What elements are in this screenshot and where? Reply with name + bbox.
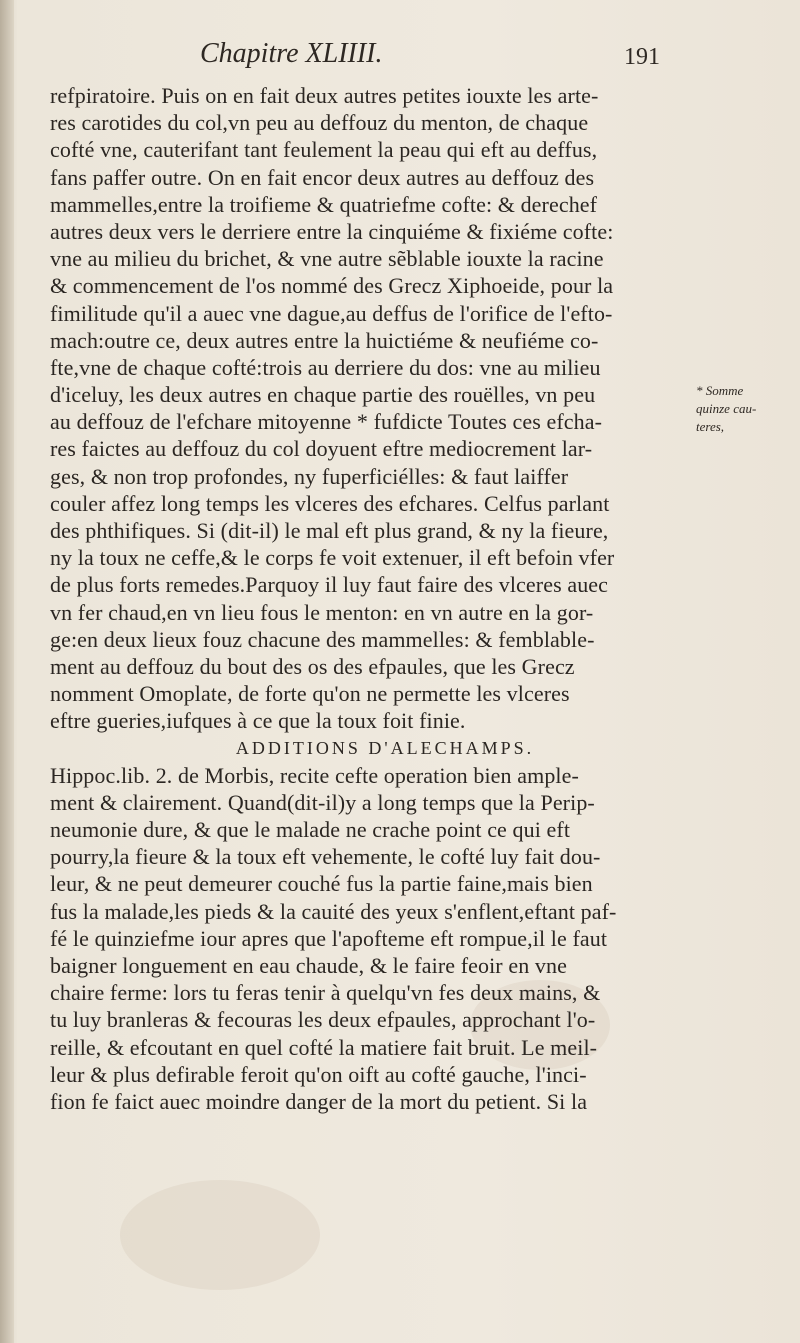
text-line: fé le quinziefme iour apres que l'apofteme eft rompue,il le faut xyxy=(50,925,608,951)
main-text xyxy=(50,82,660,1115)
text-line: cofté vne, cauterifant tant feulement la peau qui eft au deffus, xyxy=(50,137,598,163)
page-number: 191 xyxy=(624,44,660,70)
text-line: & commencement de l'os nommé des Grecz Xiphoeide, pour la xyxy=(50,273,614,299)
text-line: des phthifiques. Si (dit-il) le mal eft plus grand, & ny la fieure, xyxy=(50,518,609,543)
text-line: res carotides du col,vn peu au deffouz du menton, de chaque xyxy=(50,110,589,136)
marginal-note-line: * Somme xyxy=(696,383,744,398)
text-line: reille, & efcoutant en quel cofté la matiere fait bruit. Le meil- xyxy=(50,1034,598,1060)
running-head: Chapitre XLIIII. xyxy=(200,38,383,69)
text-line: res faictes au deffouz du col doyuent eftre mediocrement lar- xyxy=(50,436,593,462)
text-line: fimilitude qu'il a auec vne dague,au deffus de l'orifice de l'efto- xyxy=(50,300,613,326)
text-line: vn fer chaud,en vn lieu fous le menton: en vn autre en la gor- xyxy=(50,599,594,625)
text-line: fte,vne de chaque cofté:trois au derriere du dos: vne au milieu xyxy=(50,354,601,380)
text-line: Hippoc.lib. 2. de Morbis, recite cefte operation bien ample- xyxy=(50,762,579,788)
text-line: couler affez long temps les vlceres des efchares. Celfus parlant xyxy=(50,490,610,516)
text-line: au deffouz de l'efchare mitoyenne * fufdicte Toutes ces efcha- xyxy=(50,409,603,435)
text-line: d'iceluy, les deux autres en chaque partie des rouëlles, vn peu xyxy=(50,382,596,408)
page-header xyxy=(200,38,660,74)
text-line: fus la malade,les pieds & la cauité des yeux s'enflent,eftant paf- xyxy=(50,898,617,924)
text-line: leur, & ne peut demeurer couché fus la partie faine,mais bien xyxy=(50,871,593,897)
text-line: mammelles,entre la troifieme & quatriefme cofte: & derechef xyxy=(50,191,598,217)
text-line: tu luy branleras & fecouras les deux efpaules, approchant l'o- xyxy=(50,1007,596,1033)
text-line: ment & clairement. Quand(dit-il)y a long temps que la Perip- xyxy=(50,789,595,815)
marginal-note-line: teres, xyxy=(696,419,725,434)
paper-stain xyxy=(120,1180,320,1290)
text-line: fion fe faict auec moindre danger de la mort du petient. Si la xyxy=(50,1088,588,1114)
text-line: autres deux vers le derriere entre la cinquiéme & fixiéme cofte: xyxy=(50,218,614,244)
text-line: chaire ferme: lors tu feras tenir à quelqu'vn fes deux mains, & xyxy=(50,980,601,1006)
page-gutter xyxy=(0,0,14,1343)
text-line: de plus forts remedes.Parquoy il luy faut faire des vlceres auec xyxy=(50,572,609,598)
text-line: mach:outre ce, deux autres entre la huictiéme & neufiéme co- xyxy=(50,327,599,353)
text-line: refpiratoire. Puis on en fait deux autres petites iouxte les arte- xyxy=(50,83,599,108)
text-line: pourry,la fieure & la toux eft vehemente, le cofté luy fait dou- xyxy=(50,844,601,870)
text-line: ment au deffouz du bout des os des efpaules, que les Grecz xyxy=(50,653,575,679)
text-line: baigner longuement en eau chaude, & le faire feoir en vne xyxy=(50,953,567,978)
text-line: ny la toux ne ceffe,& le corps fe voit extenuer, il eft befoin vfer xyxy=(50,545,615,571)
text-line: ge:en deux lieux fouz chacune des mammelles: & femblable- xyxy=(50,626,595,652)
text-line: neumonie dure, & que le malade ne crache point ce qui eft xyxy=(50,817,571,843)
section-heading: ADDITIONS D'ALECHAMPS. xyxy=(235,737,535,758)
marginal-note xyxy=(696,382,796,436)
text-line: nomment Omoplate, de forte qu'on ne permette les vlceres xyxy=(50,681,570,707)
text-line: vne au milieu du brichet, & vne autre sẽblable iouxte la racine xyxy=(50,246,604,272)
marginal-note-line: quinze cau- xyxy=(696,401,757,416)
text-line: leur & plus defirable feroit qu'on oift au cofté gauche, l'inci- xyxy=(50,1061,587,1087)
text-line: eftre gueries,iufques à ce que la toux foit finie. xyxy=(50,708,466,734)
text-line: fans paffer outre. On en fait encor deux autres au deffouz des xyxy=(50,164,595,190)
text-line: ges, & non trop profondes, ny fuperficiélles: & faut laiffer xyxy=(50,463,569,489)
